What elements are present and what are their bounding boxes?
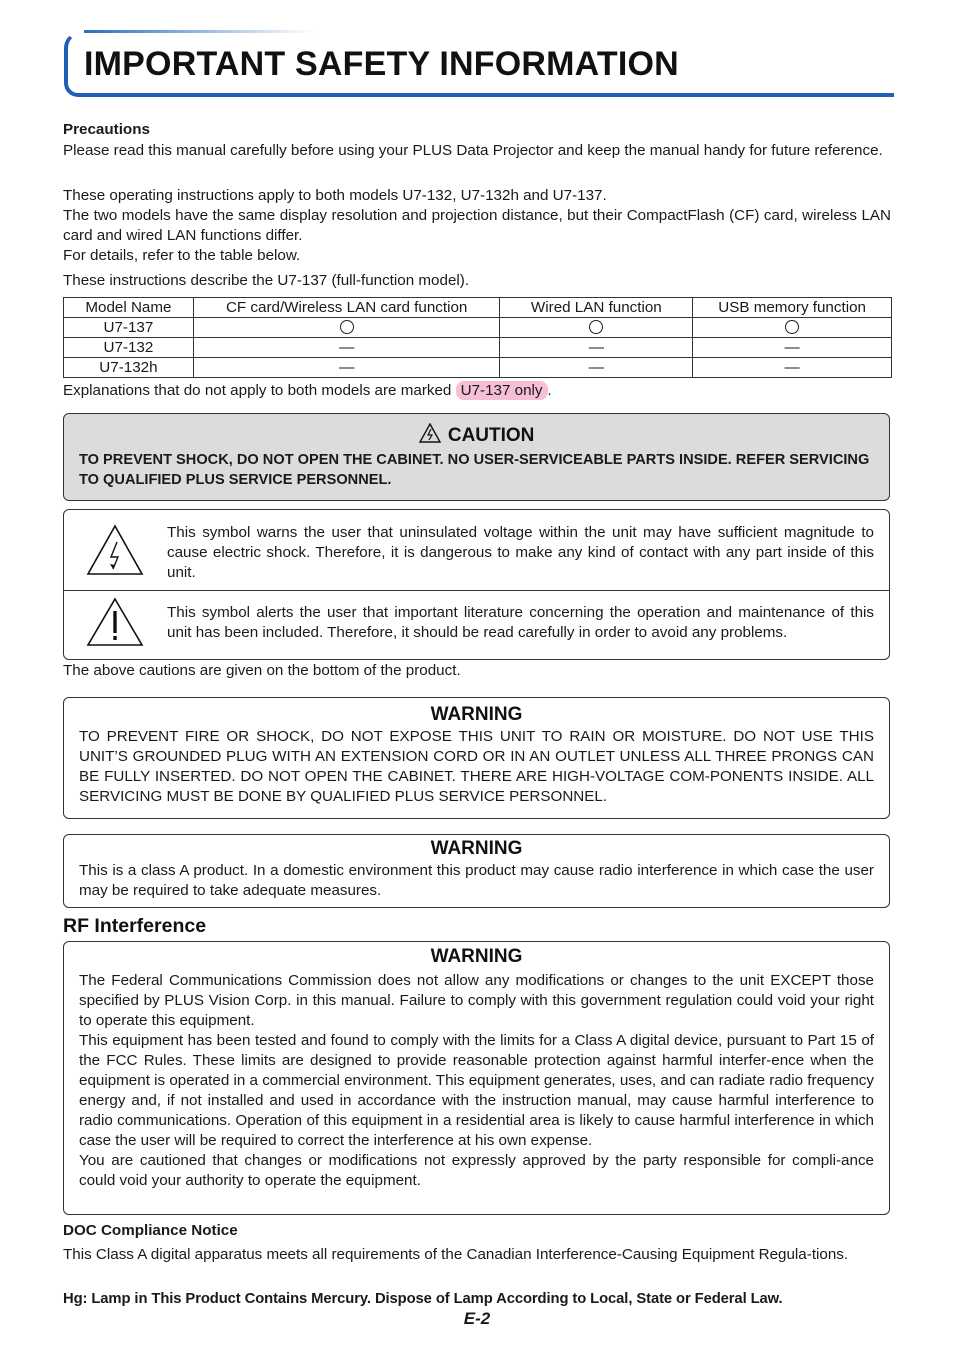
table-cell: [193, 318, 500, 338]
warning-box-class-a: [63, 834, 890, 908]
warning-body: This is a class A product. In a domestic environment this product may cause radio interference in which case the user may be required to take adequate measures.: [79, 862, 874, 899]
table-cell-model: U7-137: [64, 318, 194, 338]
warning-heading: WARNING: [430, 838, 523, 859]
lightning-warning-icon: [419, 423, 441, 443]
caution-heading-text: CAUTION: [447, 425, 535, 446]
title-banner: [64, 30, 894, 94]
table-header-row: [64, 298, 892, 318]
explanation-tail: .: [547, 382, 552, 399]
circle-icon: [785, 320, 799, 334]
lightning-triangle-icon: [86, 524, 144, 576]
table-cell: —: [193, 358, 500, 378]
page-number: E-2: [463, 1309, 491, 1328]
warning-heading: WARNING: [430, 946, 523, 967]
table-cell: —: [693, 358, 892, 378]
table-row: [64, 338, 892, 358]
table-cell-model: U7-132: [64, 338, 194, 358]
symbol-row-exclamation: [64, 591, 889, 659]
table-cell: [693, 318, 892, 338]
warning-box-fcc: [63, 941, 890, 1215]
table-header-cell: USB memory function: [693, 298, 892, 318]
caution-heading: [64, 423, 889, 447]
table-header-cell: Wired LAN function: [500, 298, 693, 318]
precautions-paragraph-2: These operating instructions apply to both models U7-132, U7-132h and U7-137.: [63, 187, 607, 204]
fcc-paragraph-2: This equipment has been tested and found to comply with the limits for a Class A digital device, pursuant to Part 15 of the FCC Rules. These limits are designed to provide reasonable protection against harmful interfer-ence when the equipment is operated in a commercial environment. This equipment generates, uses, and can radiate radio frequency energy and, if not installed and used in accordance with the instruction manual, may cause harmful interference to radio communications. Operation of this equipment in a residential area is likely to cause harmful interference in which case the user will be required to correct the interference at his own expense.: [79, 1032, 874, 1149]
table-cell: [500, 318, 693, 338]
circle-icon: [589, 320, 603, 334]
explanation-text: Explanations that do not apply to both models are marked: [63, 382, 452, 399]
caution-body: TO PREVENT SHOCK, DO NOT OPEN THE CABINET. NO USER-SERVICEABLE PARTS INSIDE. REFER SERVICING TO QUALIFIED PLUS SERVICE PERSONNEL.: [79, 452, 870, 488]
table-cell: —: [193, 338, 500, 358]
model-only-tag: U7-137 only: [456, 381, 548, 400]
model-function-table: [63, 297, 892, 378]
fcc-paragraph-1: The Federal Communications Commission does not allow any modifications or changes to the unit EXCEPT those specified by PLUS Vision Corp. in this manual. Failure to comply with this government regulation could void your right to operate this equipment.: [79, 972, 874, 1029]
table-cell: —: [500, 358, 693, 378]
symbol-text-lightning: This symbol warns the user that uninsulated voltage within the unit may have sufficient magnitude to cause electric shock. Therefore, it is dangerous to make any kind of contact with any part inside of this unit.: [167, 524, 874, 581]
precautions-paragraph-5: These instructions describe the U7-137 (full-function model).: [63, 272, 470, 289]
warning-box-fire-shock: [63, 697, 890, 819]
symbols-box: [63, 509, 890, 660]
exclamation-triangle-icon: [86, 597, 144, 647]
rf-interference-heading: RF Interference: [63, 915, 207, 937]
cautions-note: The above cautions are given on the bottom of the product.: [63, 662, 461, 679]
caution-box: [63, 413, 890, 501]
table-header-cell: CF card/Wireless LAN card function: [193, 298, 500, 318]
doc-compliance-heading: DOC Compliance Notice: [63, 1222, 238, 1239]
fcc-paragraph-3: You are cautioned that changes or modifications not expressly approved by the party responsible for compli-ance could void your authority to operate the equipment.: [79, 1152, 874, 1189]
symbol-row-lightning: [64, 510, 889, 590]
warning-body: TO PREVENT FIRE OR SHOCK, DO NOT EXPOSE THIS UNIT TO RAIN OR MOISTURE. DO NOT USE THIS UNIT’S GROUNDED PLUG WITH AN EXTENSION CORD OR IN AN OUTLET UNLESS ALL THREE PRONGS CAN BE FULLY INSERTED. DO NOT OPEN THE CABINET. THERE ARE HIGH-VOLTAGE COM-PONENTS INSIDE. ALL SERVICING MUST BE DONE BY QUALIFIED PLUS SERVICE PERSONNEL.: [79, 728, 874, 805]
explanation-line: [63, 381, 552, 401]
precautions-paragraph-3: The two models have the same display resolution and projection distance, but their CompactFlash (CF) card, wireless LAN card and wired LAN functions differ.: [63, 207, 891, 244]
mercury-notice: Hg: Lamp in This Product Contains Mercury. Dispose of Lamp According to Local, State or Federal Law.: [63, 1291, 783, 1307]
table-cell: —: [693, 338, 892, 358]
doc-compliance-body: This Class A digital apparatus meets all requirements of the Canadian Interference-Causing Equipment Regula-tions.: [63, 1246, 849, 1263]
circle-icon: [340, 320, 354, 334]
symbol-text-exclamation: This symbol alerts the user that important literature concerning the operation and maintenance of this unit has been included. Therefore, it should be read carefully in order to avoid any problems.: [167, 604, 874, 641]
table-cell-model: U7-132h: [64, 358, 194, 378]
page-title: IMPORTANT SAFETY INFORMATION: [84, 45, 679, 83]
precautions-heading: Precautions: [63, 121, 150, 138]
precautions-paragraph-4: For details, refer to the table below.: [63, 247, 301, 264]
table-row: [64, 318, 892, 338]
table-row: [64, 358, 892, 378]
warning-heading: WARNING: [430, 704, 523, 725]
precautions-paragraph-1: Please read this manual carefully before using your PLUS Data Projector and keep the manual handy for future reference.: [63, 142, 883, 159]
table-cell: —: [500, 338, 693, 358]
table-header-cell: Model Name: [64, 298, 194, 318]
